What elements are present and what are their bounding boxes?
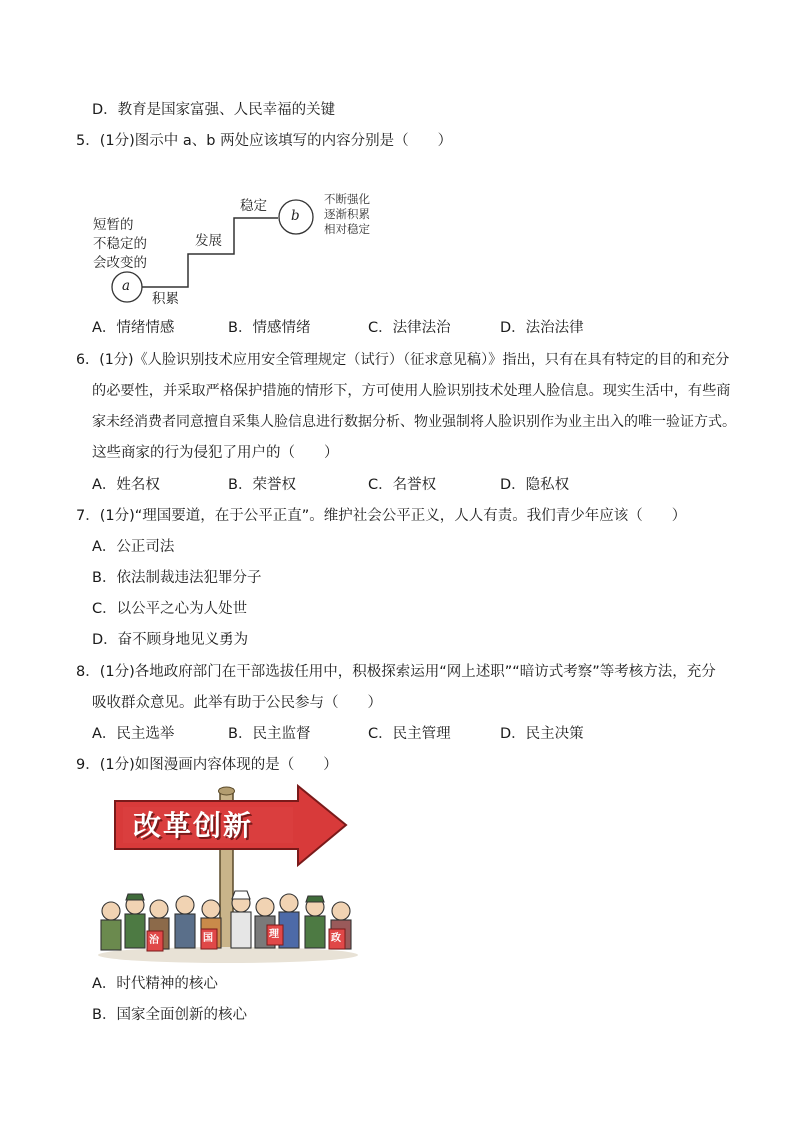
right-text-2: 逐渐积累 <box>324 207 370 221</box>
left-text-2: 不稳定的 <box>93 236 147 252</box>
q5-option-d[interactable]: D．法治法律 <box>500 320 584 336</box>
q5-stem: 5．(1分)图示中 a、b 两处应该填写的内容分别是（ ） <box>76 133 453 149</box>
right-text-1: 不断强化 <box>324 192 370 206</box>
sign-text: 改革创新 <box>133 809 254 842</box>
step-label-stable: 稳定 <box>240 198 267 214</box>
q6-option-d[interactable]: D．隐私权 <box>500 477 570 493</box>
q7-stem: 7．(1分)“理国要道，在于公平正直”。维护社会公平正义，人人有责。我们青少年应该（ ） <box>76 508 687 524</box>
q6-option-a[interactable]: A．姓名权 <box>92 477 160 493</box>
flag-char-4: 政 <box>331 933 341 944</box>
q8-option-b[interactable]: B．民主监督 <box>228 726 311 742</box>
q8-option-d[interactable]: D．民主决策 <box>500 726 584 742</box>
q9-option-a[interactable]: A．时代精神的核心 <box>92 976 218 992</box>
q5-option-c[interactable]: C．法律法治 <box>368 320 451 336</box>
q9-option-b[interactable]: B．国家全面创新的核心 <box>92 1007 247 1023</box>
q7-option-d[interactable]: D．奋不顾身地见义勇为 <box>92 632 249 648</box>
q5-option-a[interactable]: A．情绪情感 <box>92 320 175 336</box>
q8-line-2: 吸收群众意见。此举有助于公民参与（ ） <box>92 695 382 711</box>
flag-char-2: 国 <box>203 933 213 944</box>
circle-a-label: a <box>122 278 131 294</box>
q6-option-b[interactable]: B．荣誉权 <box>228 477 296 493</box>
q7-option-b[interactable]: B．依法制裁违法犯罪分子 <box>92 570 262 586</box>
q6-line-4: 这些商家的行为侵犯了用户的（ ） <box>92 445 339 461</box>
circle-b-label: b <box>291 208 300 224</box>
q7-option-a[interactable]: A．公正司法 <box>92 539 175 555</box>
flag-char-3: 理 <box>269 929 279 940</box>
q6-line-3: 家未经消费者同意擅自采集人脸信息进行数据分析、物业强制将人脸识别作为业主出入的唯一验证方式。 <box>92 414 736 430</box>
q5-diagram <box>88 188 388 308</box>
q8-option-a[interactable]: A．民主选举 <box>92 726 175 742</box>
q7-option-c[interactable]: C．以公平之心为人处世 <box>92 601 248 617</box>
reform-innovation-cartoon <box>93 783 363 965</box>
right-text-3: 相对稳定 <box>324 222 370 236</box>
left-text-3: 会改变的 <box>93 255 147 271</box>
q5-option-b[interactable]: B．情感情绪 <box>228 320 311 336</box>
flag-char-1: 治 <box>149 935 159 946</box>
step-label-accumulate: 积累 <box>152 291 179 307</box>
q8-line-1: 8．(1分)各地政府部门在干部选拔任用中，积极探索运用“网上述职”“暗访式考察”等考核方法，充分 <box>76 664 716 680</box>
step-label-develop: 发展 <box>195 233 222 249</box>
q6-line-1: 6．(1分)《人脸识别技术应用安全管理规定（试行）（征求意见稿）》指出，只有在具有特定的目的和充分 <box>76 352 730 368</box>
q9-stem: 9．(1分)如图漫画内容体现的是（ ） <box>76 757 338 773</box>
q6-line-2: 的必要性，并采取严格保护措施的情形下，方可使用人脸识别技术处理人脸信息。现实生活中，有些商 <box>92 383 731 399</box>
q8-option-c[interactable]: C．民主管理 <box>368 726 451 742</box>
q4-option-d: D．教育是国家富强、人民幸福的关键 <box>92 102 336 118</box>
left-text-1: 短暂的 <box>93 217 134 233</box>
q6-option-c[interactable]: C．名誉权 <box>368 477 437 493</box>
